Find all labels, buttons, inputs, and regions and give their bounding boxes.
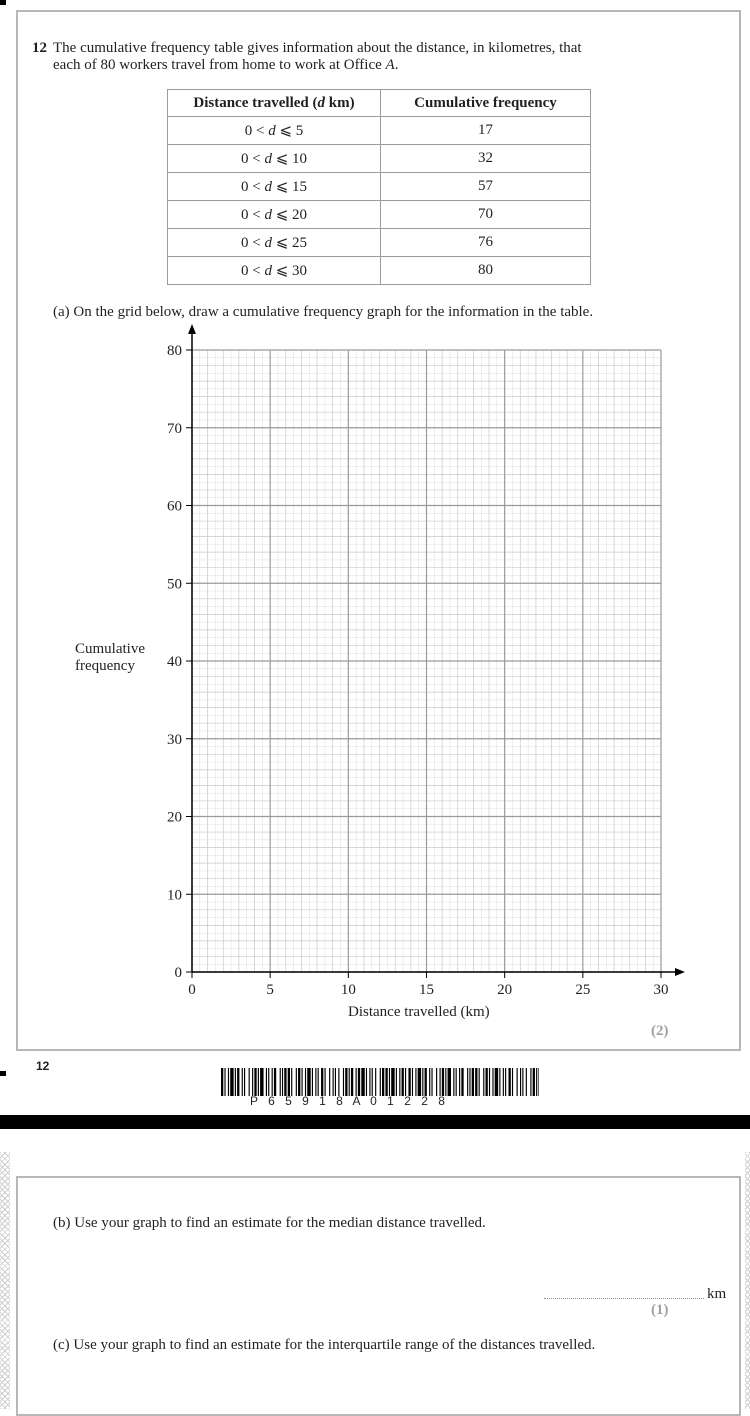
barcode-bar — [372, 1068, 373, 1096]
barcode-bar — [369, 1068, 370, 1096]
page2-frame — [16, 1176, 741, 1416]
barcode-bar — [338, 1068, 339, 1096]
barcode-bar — [356, 1068, 357, 1096]
cf-cell: 76 — [381, 229, 591, 257]
distance-header: Distance travelled (d km) — [168, 90, 381, 117]
barcode-bar — [469, 1068, 470, 1096]
barcode-bar — [335, 1068, 336, 1096]
barcode-text: P 6 5 9 1 8 A 0 1 2 2 8 — [250, 1094, 445, 1108]
question-intro-line2-text: each of 80 workers travel from home to work at Office — [53, 57, 386, 73]
barcode-bar — [252, 1068, 253, 1096]
barcode-bar — [453, 1068, 454, 1096]
question-intro-line2-end: . — [394, 57, 399, 73]
barcode-bar — [522, 1068, 523, 1096]
distance-cell: 0 < d ⩽ 10 — [168, 145, 381, 173]
barcode-bar — [489, 1068, 490, 1096]
barcode-bar — [467, 1068, 468, 1096]
barcode-bar — [538, 1068, 539, 1096]
margin-hatch-right — [745, 1152, 750, 1409]
barcode-bar — [343, 1068, 344, 1096]
part-b-prompt — [53, 1215, 733, 1232]
barcode-bar — [396, 1068, 397, 1096]
barcode-bar — [402, 1068, 404, 1096]
barcode-bar — [436, 1068, 437, 1096]
barcode-bar — [258, 1068, 259, 1096]
barcode-bar — [358, 1068, 360, 1096]
barcode-bar — [509, 1068, 511, 1096]
barcode-bar — [495, 1068, 498, 1096]
barcode-bar — [517, 1068, 518, 1096]
part-b-unit: km — [707, 1286, 727, 1302]
part-b-answer-line[interactable] — [544, 1297, 704, 1299]
part-a-marks: (2) — [651, 1023, 669, 1039]
barcode-bar — [530, 1068, 531, 1096]
barcode-bar — [345, 1068, 347, 1096]
barcode-bar — [302, 1068, 303, 1096]
page-number: 12 — [36, 1059, 50, 1073]
barcode-bar — [375, 1068, 376, 1096]
barcode-bar — [475, 1068, 477, 1096]
barcode-bar — [268, 1068, 269, 1096]
cf-cell: 32 — [381, 145, 591, 173]
barcode-bar — [503, 1068, 504, 1096]
x-tick-label: 20 — [497, 982, 513, 998]
barcode-bar — [391, 1068, 394, 1096]
office-label: A — [385, 57, 395, 73]
distance-cell: 0 < d ⩽ 15 — [168, 173, 381, 201]
barcode-bar — [445, 1068, 446, 1096]
part-c-prompt — [53, 1337, 733, 1354]
x-tick-label: 5 — [266, 982, 274, 998]
barcode-bar — [349, 1068, 350, 1096]
y-tick-label: 10 — [167, 887, 182, 904]
barcode-bar — [242, 1068, 243, 1096]
barcode-bar — [422, 1068, 423, 1096]
barcode-bar — [307, 1068, 310, 1096]
barcode-bar — [272, 1068, 273, 1096]
barcode-bar — [486, 1068, 488, 1096]
x-tick-label: 0 — [188, 982, 196, 998]
barcode-bar — [351, 1068, 353, 1096]
barcode-bar — [399, 1068, 400, 1096]
barcode-bar — [237, 1068, 239, 1096]
distance-cell: 0 < d ⩽ 5 — [168, 117, 381, 145]
barcode-bar — [333, 1068, 334, 1096]
cf-cell: 17 — [381, 117, 591, 145]
y-tick-label: 40 — [167, 654, 182, 670]
barcode-bar — [305, 1068, 306, 1096]
barcode-bar — [448, 1068, 451, 1096]
barcode-bar — [459, 1068, 460, 1096]
barcode-bar — [415, 1068, 416, 1096]
y-tick-label: 70 — [167, 420, 182, 437]
barcode-bar — [315, 1068, 316, 1096]
y-tick-label: 50 — [167, 576, 182, 593]
x-axis-arrow-icon — [675, 968, 685, 976]
footer-marker — [0, 1071, 6, 1076]
barcode-bar — [366, 1068, 367, 1096]
y-tick-label: 30 — [167, 731, 182, 748]
barcode-bar — [321, 1068, 323, 1096]
part-c-text: Use your graph to find an estimate for the interquartile range of the distances travelled. — [73, 1337, 596, 1353]
x-tick-label: 25 — [575, 982, 591, 998]
barcode-bar — [274, 1068, 276, 1096]
cf-cell: 57 — [381, 173, 591, 201]
barcode-bar — [380, 1068, 381, 1096]
cf-cell: 80 — [381, 257, 591, 285]
barcode-bar — [425, 1068, 427, 1096]
barcode-bar — [382, 1068, 384, 1096]
x-tick-label: 10 — [340, 982, 356, 998]
barcode-bar — [440, 1068, 441, 1096]
barcode-bar — [442, 1068, 444, 1096]
y-tick-label: 20 — [167, 809, 182, 826]
barcode-bar — [499, 1068, 500, 1096]
barcode-bar — [318, 1068, 319, 1096]
part-c-label: (c) — [53, 1337, 70, 1353]
part-b-marks: (1) — [651, 1302, 669, 1318]
distance-cell: 0 < d ⩽ 20 — [168, 201, 381, 229]
x-axis-label: Distance travelled (km) — [348, 1004, 490, 1020]
y-tick-label: 60 — [167, 498, 182, 515]
x-tick-label: 15 — [419, 982, 434, 998]
cf-cell: 70 — [381, 201, 591, 229]
barcode-bar — [408, 1068, 410, 1096]
barcode-bar — [536, 1068, 537, 1096]
barcode — [221, 1068, 539, 1096]
barcode-bar — [418, 1068, 421, 1096]
question-number: 12 — [32, 40, 47, 56]
barcode-bar — [461, 1068, 463, 1096]
page-break — [0, 1115, 750, 1129]
y-axis-label-line1: Cumulative — [75, 641, 145, 657]
barcode-bar — [456, 1068, 457, 1096]
y-axis-arrow-icon — [188, 324, 196, 334]
barcode-bar — [429, 1068, 430, 1096]
y-tick-label: 80 — [167, 343, 182, 359]
distance-cell: 0 < d ⩽ 25 — [168, 229, 381, 257]
barcode-bar — [254, 1068, 256, 1096]
barcode-bar — [512, 1068, 513, 1096]
barcode-bar — [479, 1068, 480, 1096]
barcode-bar — [389, 1068, 390, 1096]
barcode-bar — [266, 1068, 267, 1096]
barcode-bar — [312, 1068, 313, 1096]
barcode-bar — [329, 1068, 330, 1096]
barcode-bar — [298, 1068, 300, 1096]
barcode-bar — [284, 1068, 286, 1096]
barcode-bar — [260, 1068, 263, 1096]
barcode-bar — [505, 1068, 506, 1096]
barcode-bar — [412, 1068, 413, 1096]
barcode-bar — [472, 1068, 474, 1096]
barcode-bar — [228, 1068, 229, 1096]
distance-cell: 0 < d ⩽ 30 — [168, 257, 381, 285]
barcode-bar — [526, 1068, 527, 1096]
y-tick-label: 0 — [174, 965, 182, 981]
part-b-label: (b) — [53, 1215, 71, 1231]
barcode-bar — [249, 1068, 250, 1096]
part-a-text: On the grid below, draw a cumulative frequency graph for the information in the table. — [73, 304, 594, 320]
barcode-bar — [533, 1068, 535, 1096]
barcode-bar — [296, 1068, 297, 1096]
barcode-bar — [492, 1068, 493, 1096]
barcode-bar — [291, 1068, 292, 1096]
barcode-bar — [483, 1068, 484, 1096]
barcode-bar — [385, 1068, 387, 1096]
barcode-bar — [280, 1068, 281, 1096]
barcode-bar — [431, 1068, 432, 1096]
barcode-bar — [230, 1068, 233, 1096]
barcode-bar — [405, 1068, 406, 1096]
cf-header: Cumulative frequency — [381, 90, 591, 117]
barcode-bar — [224, 1068, 225, 1096]
barcode-bar — [282, 1068, 283, 1096]
x-tick-label: 30 — [653, 982, 669, 998]
barcode-bar — [235, 1068, 236, 1096]
question-intro-line1: The cumulative frequency table gives information about the distance, in kilometres, that — [53, 40, 582, 56]
barcode-bar — [221, 1068, 223, 1096]
barcode-bar — [244, 1068, 245, 1096]
y-axis-label-line2: frequency — [75, 658, 135, 674]
part-b-text: Use your graph to find an estimate for the median distance travelled. — [74, 1215, 486, 1231]
barcode-bar — [288, 1068, 290, 1096]
part-a-label: (a) — [53, 304, 70, 320]
barcode-bar — [361, 1068, 364, 1096]
barcode-bar — [520, 1068, 521, 1096]
margin-hatch — [0, 1152, 10, 1409]
barcode-bar — [325, 1068, 326, 1096]
